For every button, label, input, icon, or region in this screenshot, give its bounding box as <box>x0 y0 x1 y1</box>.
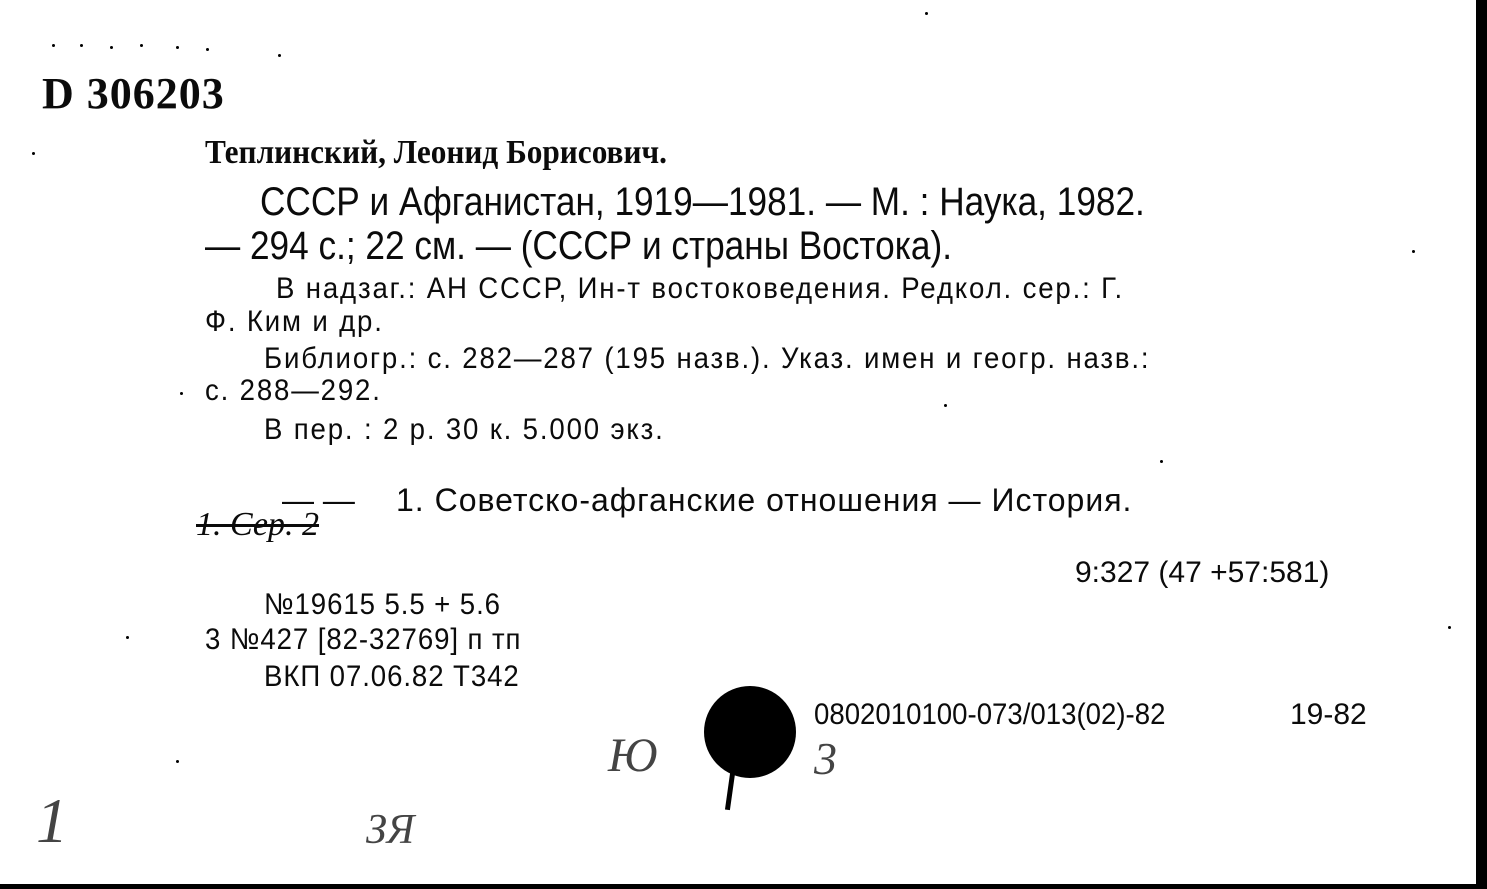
handwritten-number: 1 <box>36 785 68 856</box>
struck-through-text: 1. Сер. 2 <box>196 506 320 543</box>
note-line-2: Ф. Ким и др. <box>205 305 384 338</box>
speck <box>944 404 947 407</box>
title-statement: СССР и Афганистан, 1919—1981. — М. : Наука, 1982. <box>260 180 1145 224</box>
speck <box>110 46 113 49</box>
handwritten-mark-c: ЗЯ <box>366 807 415 853</box>
registry-line-3: ВКП 07.06.82 Т342 <box>264 660 520 693</box>
isbn-code: 0802010100-073/013(02)-82 <box>814 698 1166 731</box>
speck <box>1412 250 1415 253</box>
speck <box>1160 460 1163 463</box>
speck <box>176 760 179 763</box>
call-number: D 306203 <box>42 69 225 118</box>
subject-heading: 1. Советско-афганские отношения — История. <box>396 482 1133 518</box>
speck <box>126 636 129 639</box>
handwritten-mark-a: Ю <box>608 729 658 782</box>
note-line-4: с. 288—292. <box>205 374 382 407</box>
speck <box>278 54 281 57</box>
speck <box>52 44 55 47</box>
classification-index: 9:327 (47 +57:581) <box>1075 556 1330 589</box>
speck <box>32 152 35 155</box>
speck <box>140 44 143 47</box>
punch-hole-tail <box>725 766 736 810</box>
speck <box>925 12 928 15</box>
punch-hole <box>704 686 796 778</box>
registry-line-1: №19615 5.5 + 5.6 <box>264 588 501 621</box>
subject-dashes: — — <box>282 482 355 518</box>
speck <box>80 44 83 47</box>
speck <box>180 392 183 395</box>
note-line-5: В пер. : 2 р. 30 к. 5.000 экз. <box>264 413 665 446</box>
author-heading: Теплинский, Леонид Борисович. <box>205 134 667 171</box>
speck <box>206 48 209 51</box>
speck <box>1448 626 1451 629</box>
handwritten-mark-b: 3 <box>814 733 837 784</box>
speck <box>176 46 179 49</box>
note-line-1: В надзаг.: АН СССР, Ин-т востоковедения. Редкол. сер.: Г. <box>276 272 1125 305</box>
card-edge-right <box>1476 0 1487 889</box>
physical-description: — 294 с.; 22 см. — (СССР и страны Востока). <box>205 224 952 268</box>
note-line-3: Библиогр.: с. 282—287 (195 назв.). Указ. имен и геогр. назв.: <box>264 342 1151 375</box>
isbn-suffix: 19-82 <box>1290 698 1367 731</box>
registry-line-2: 3 №427 [82-32769] п тп <box>205 623 522 656</box>
card-edge-bottom <box>0 884 1487 889</box>
